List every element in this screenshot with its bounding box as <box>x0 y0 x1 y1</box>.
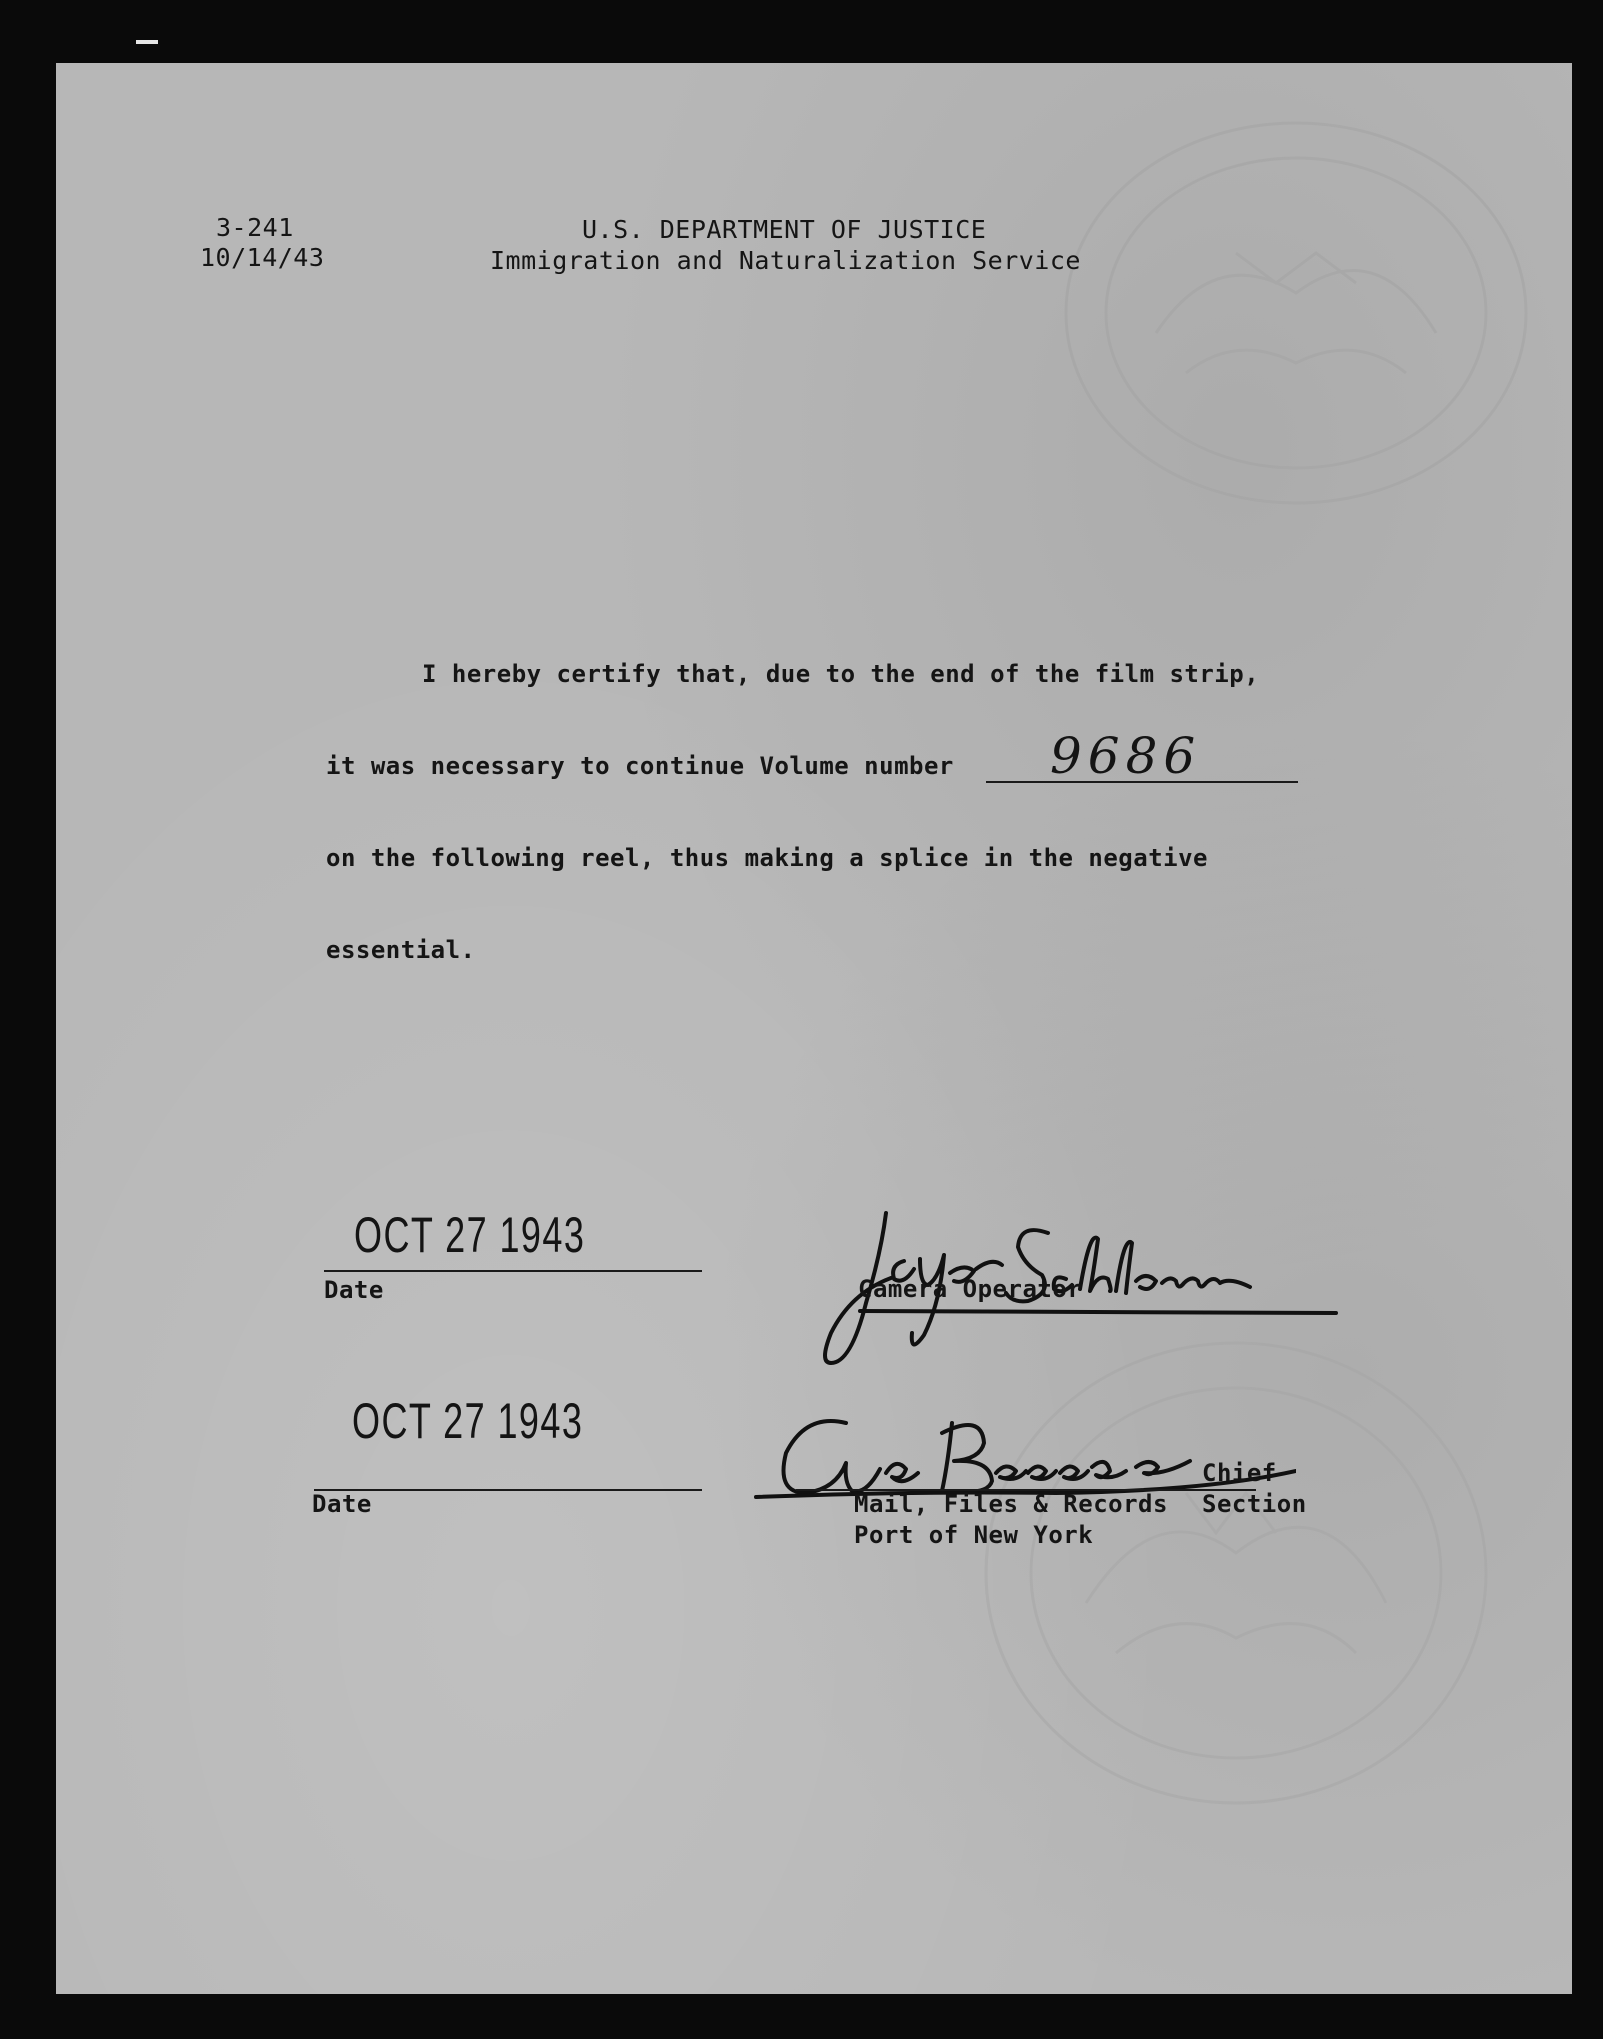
date-line-chief <box>314 1489 702 1491</box>
date-stamp-chief: OCT 27 1943 <box>352 1393 584 1449</box>
date-label-chief: Date <box>312 1490 372 1518</box>
department-title: U.S. DEPARTMENT OF JUSTICE <box>582 215 987 244</box>
form-number: 3-241 <box>216 213 294 242</box>
embossed-seal-top <box>1036 103 1556 523</box>
date-stamp-camera: OCT 27 1943 <box>354 1207 586 1263</box>
volume-number-handwritten: 9686 <box>1050 727 1202 785</box>
chief-label: Chief <box>1202 1459 1277 1487</box>
film-edge-mark <box>136 40 158 44</box>
port-of-new-york-label: Port of New York <box>854 1521 1094 1549</box>
mail-files-records-label: Mail, Files & Records <box>854 1490 1168 1518</box>
section-label: Section <box>1202 1490 1307 1518</box>
embossed-seal-bottom <box>956 1313 1516 1833</box>
form-date: 10/14/43 <box>200 243 325 272</box>
certify-line-3: on the following reel, thus making a splice in the negative <box>326 844 1209 872</box>
paper-sheet <box>56 63 1572 1994</box>
date-line-camera <box>324 1270 702 1272</box>
camera-operator-label: Camera Operator <box>858 1275 1083 1303</box>
date-label-camera: Date <box>324 1276 384 1304</box>
service-title: Immigration and Naturalization Service <box>490 246 1081 275</box>
certify-line-1: I hereby certify that, due to the end of the film strip, <box>422 660 1260 688</box>
certify-line-2: it was necessary to continue Volume number <box>326 752 954 780</box>
certify-line-4: essential. <box>326 936 476 964</box>
